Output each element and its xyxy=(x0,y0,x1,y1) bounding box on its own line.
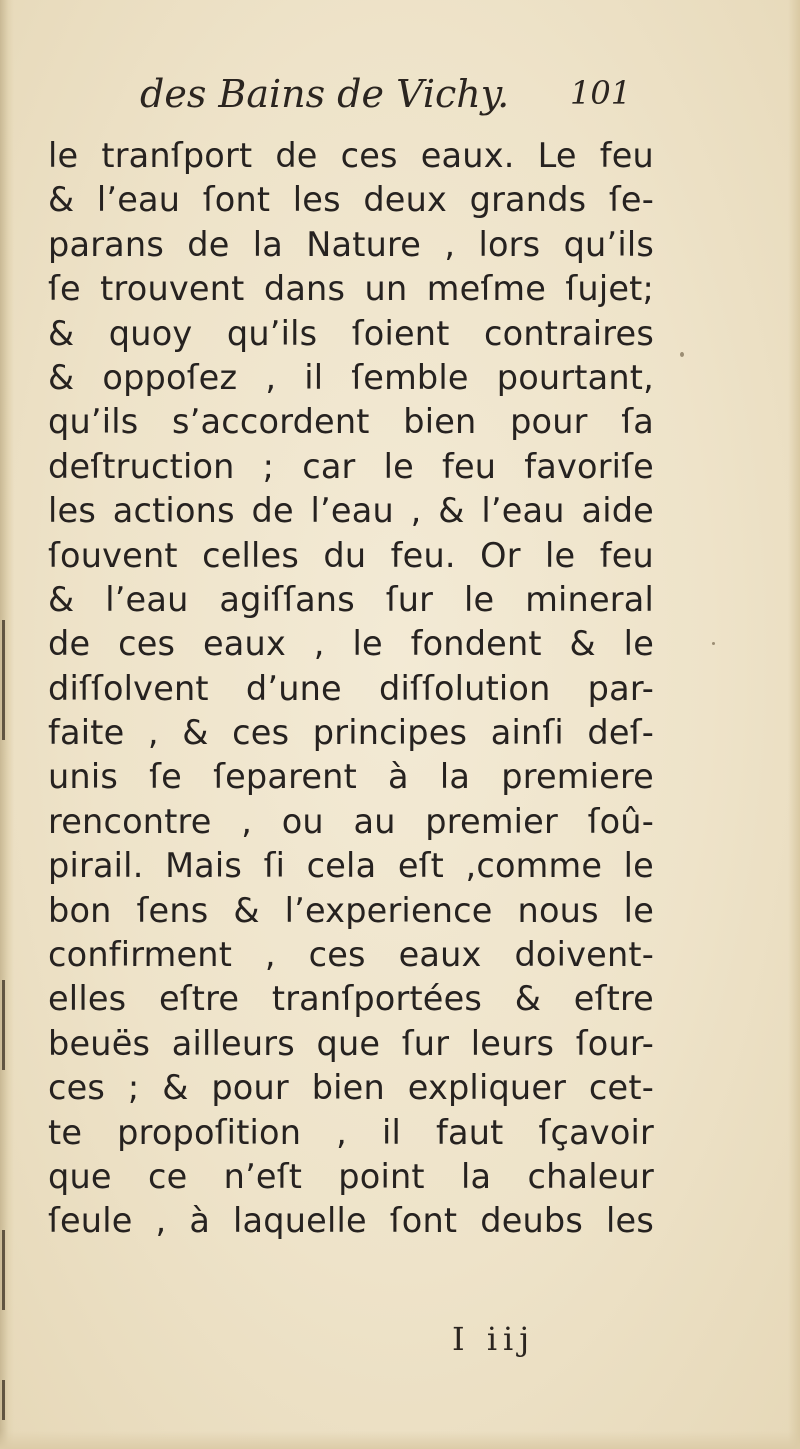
text-line: pirail. Mais ſi cela eſt ,comme le xyxy=(48,846,654,886)
text-line: parans de la Nature , lors qu’ils xyxy=(48,224,654,264)
text-line: unis ſe ſeparent à la premiere xyxy=(48,757,654,797)
signature-mark: I iij xyxy=(452,1320,536,1358)
running-head xyxy=(140,72,660,128)
text-line: & quoy qu’ils ſoient contraires xyxy=(48,313,654,353)
text-line: le tranſport de ces eaux. Le feu xyxy=(48,136,654,175)
text-line: ſouvent celles du feu. Or le feu xyxy=(48,535,654,575)
text-line: de ces eaux , le fondent & le xyxy=(48,624,654,664)
text-line: diſſolvent d’une diſſolution par- xyxy=(48,668,654,708)
text-line: te propoſition , il faut ſçavoir xyxy=(48,1112,654,1152)
page-number: 101 xyxy=(570,74,632,112)
text-line: elles eſtre tranſportées & eſtre xyxy=(48,979,654,1019)
text-line: beuës ailleurs que ſur leurs ſour- xyxy=(48,1023,654,1063)
spine-binding-mark xyxy=(2,620,5,740)
text-line: bon ſens & l’experience nous le xyxy=(48,890,654,930)
text-line: & l’eau agiſſans ſur le mineral xyxy=(48,579,654,619)
page-right-edge-shadow xyxy=(788,0,800,1449)
text-line: faite , & ces principes ainſi deſ- xyxy=(48,713,654,753)
spine-binding-mark xyxy=(2,980,5,1070)
text-line: ſe trouvent dans un meſme ſujet; xyxy=(48,269,654,309)
text-line: & oppoſez , il ſemble pourtant, xyxy=(48,357,654,397)
text-line: confirment , ces eaux doivent- xyxy=(48,935,654,975)
spine-binding-mark xyxy=(2,1380,5,1420)
text-line: qu’ils s’accordent bien pour ſa xyxy=(48,402,654,442)
paper-speck xyxy=(680,352,684,357)
text-line: ces ; & pour bien expliquer cet- xyxy=(48,1068,654,1108)
text-line: rencontre , ou au premier ſoû- xyxy=(48,801,654,841)
text-line: & l’eau ſont les deux grands ſe- xyxy=(48,180,654,220)
page-bottom-edge-shadow xyxy=(0,1431,800,1449)
body-text xyxy=(48,134,654,1244)
running-head-title: des Bains de Vichy. xyxy=(140,72,510,116)
text-line: deſtruction ; car le feu favoriſe xyxy=(48,446,654,486)
text-line: que ce n’eſt point la chaleur xyxy=(48,1156,654,1196)
text-line: ſeule , à laquelle ſont deubs les xyxy=(48,1201,654,1241)
paper-speck xyxy=(712,642,715,645)
spine-binding-mark xyxy=(2,1230,5,1310)
text-line: les actions de l’eau , & l’eau aide xyxy=(48,491,654,531)
